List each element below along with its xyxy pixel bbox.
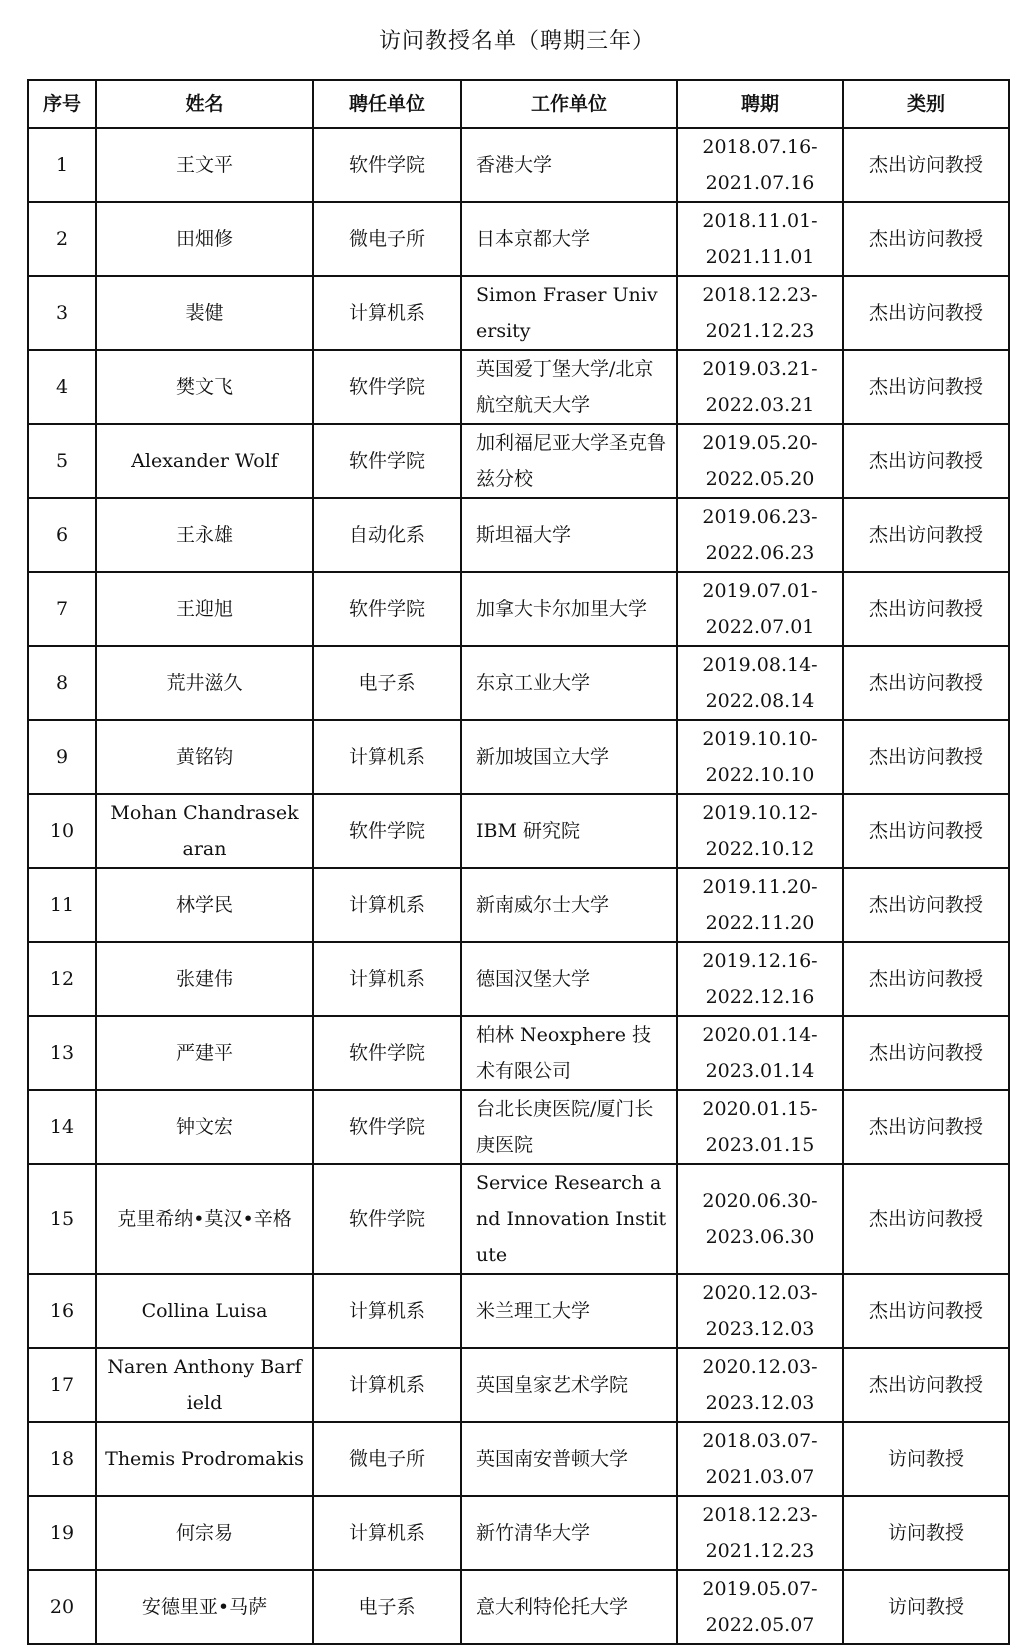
- cell-term: [677, 1496, 843, 1570]
- cell-category: 杰出访问教授: [843, 1164, 1009, 1274]
- cell-name: 张建伟: [96, 942, 313, 1016]
- term-start: 2019.05.07-: [702, 1578, 818, 1600]
- cell-name: 克里希纳•莫汉•辛格: [96, 1164, 313, 1274]
- cell-dept: 软件学院: [313, 1016, 461, 1090]
- cell-work: 英国南安普顿大学: [461, 1422, 677, 1496]
- cell-category: 杰出访问教授: [843, 202, 1009, 276]
- term-start: 2019.08.14-: [702, 654, 818, 676]
- cell-dept: 计算机系: [313, 720, 461, 794]
- term-end: 2022.05.07: [705, 1614, 815, 1636]
- cell-work: 新南威尔士大学: [461, 868, 677, 942]
- cell-term: [677, 942, 843, 1016]
- table-row: [28, 1274, 1009, 1348]
- term-end: 2022.10.12: [705, 838, 815, 860]
- cell-name: 王迎旭: [96, 572, 313, 646]
- cell-work: 斯坦福大学: [461, 498, 677, 572]
- header-name: 姓名: [96, 80, 313, 128]
- cell-work: 加利福尼亚大学圣克鲁兹分校: [461, 424, 677, 498]
- cell-dept: 计算机系: [313, 1348, 461, 1422]
- cell-category: 访问教授: [843, 1496, 1009, 1570]
- cell-work: 香港大学: [461, 128, 677, 202]
- term-end: 2022.12.16: [705, 986, 815, 1008]
- cell-seq: 1: [28, 128, 96, 202]
- table-row: [28, 1496, 1009, 1570]
- table-row: [28, 942, 1009, 1016]
- cell-seq: 19: [28, 1496, 96, 1570]
- table-row: [28, 498, 1009, 572]
- header-row: [28, 80, 1009, 128]
- cell-work: 意大利特伦托大学: [461, 1570, 677, 1644]
- cell-dept: 计算机系: [313, 868, 461, 942]
- table-row: [28, 424, 1009, 498]
- cell-name: 黄铭钧: [96, 720, 313, 794]
- cell-term: [677, 128, 843, 202]
- header-seq: 序号: [28, 80, 96, 128]
- cell-term: [677, 1274, 843, 1348]
- term-start: 2019.12.16-: [702, 950, 818, 972]
- term-end: 2021.03.07: [705, 1466, 815, 1488]
- term-end: 2023.01.15: [705, 1134, 815, 1156]
- term-start: 2020.01.14-: [702, 1024, 818, 1046]
- term-start: 2019.10.12-: [702, 802, 818, 824]
- cell-dept: 微电子所: [313, 1422, 461, 1496]
- term-end: 2021.07.16: [705, 172, 815, 194]
- cell-dept: 软件学院: [313, 424, 461, 498]
- cell-category: 杰出访问教授: [843, 1090, 1009, 1164]
- cell-name: Naren Anthony Barfield: [96, 1348, 313, 1422]
- cell-term: [677, 1016, 843, 1090]
- cell-dept: 软件学院: [313, 128, 461, 202]
- cell-category: 访问教授: [843, 1422, 1009, 1496]
- cell-seq: 7: [28, 572, 96, 646]
- cell-name: 何宗易: [96, 1496, 313, 1570]
- cell-category: 杰出访问教授: [843, 868, 1009, 942]
- cell-dept: 电子系: [313, 1570, 461, 1644]
- term-start: 2019.10.10-: [702, 728, 818, 750]
- cell-name: 田畑修: [96, 202, 313, 276]
- cell-category: 杰出访问教授: [843, 720, 1009, 794]
- cell-seq: 6: [28, 498, 96, 572]
- cell-term: [677, 794, 843, 868]
- cell-name: 王永雄: [96, 498, 313, 572]
- table-header: [28, 80, 1009, 128]
- term-end: 2021.12.23: [705, 320, 815, 342]
- term-start: 2019.05.20-: [702, 432, 818, 454]
- cell-category: 杰出访问教授: [843, 498, 1009, 572]
- table-row: [28, 276, 1009, 350]
- cell-dept: 计算机系: [313, 1496, 461, 1570]
- term-start: 2019.07.01-: [702, 580, 818, 602]
- cell-seq: 5: [28, 424, 96, 498]
- cell-category: 杰出访问教授: [843, 350, 1009, 424]
- cell-seq: 20: [28, 1570, 96, 1644]
- header-category: 类别: [843, 80, 1009, 128]
- cell-dept: 电子系: [313, 646, 461, 720]
- table-row: [28, 1348, 1009, 1422]
- term-start: 2020.01.15-: [702, 1098, 818, 1120]
- cell-term: [677, 1090, 843, 1164]
- cell-dept: 计算机系: [313, 942, 461, 1016]
- term-start: 2020.06.30-: [702, 1190, 818, 1212]
- cell-dept: 软件学院: [313, 572, 461, 646]
- cell-seq: 12: [28, 942, 96, 1016]
- cell-name: 荒井滋久: [96, 646, 313, 720]
- term-end: 2021.12.23: [705, 1540, 815, 1562]
- cell-seq: 10: [28, 794, 96, 868]
- cell-term: [677, 720, 843, 794]
- cell-term: [677, 424, 843, 498]
- term-end: 2023.12.03: [705, 1318, 815, 1340]
- table-row: [28, 1016, 1009, 1090]
- cell-category: 杰出访问教授: [843, 646, 1009, 720]
- document-title: 访问教授名单（聘期三年）: [378, 29, 655, 54]
- cell-dept: 软件学院: [313, 794, 461, 868]
- cell-category: 杰出访问教授: [843, 1016, 1009, 1090]
- cell-name: Collina Luisa: [96, 1274, 313, 1348]
- table-row: [28, 1570, 1009, 1644]
- cell-term: [677, 646, 843, 720]
- cell-seq: 3: [28, 276, 96, 350]
- cell-work: 新竹清华大学: [461, 1496, 677, 1570]
- cell-name: Mohan Chandrasekaran: [96, 794, 313, 868]
- term-end: 2023.06.30: [705, 1226, 815, 1248]
- term-start: 2018.07.16-: [702, 136, 818, 158]
- cell-term: [677, 572, 843, 646]
- term-start: 2018.12.23-: [702, 1504, 818, 1526]
- cell-dept: 软件学院: [313, 1090, 461, 1164]
- cell-term: [677, 1422, 843, 1496]
- table-row: [28, 646, 1009, 720]
- cell-term: [677, 350, 843, 424]
- cell-name: Alexander Wolf: [96, 424, 313, 498]
- term-start: 2020.12.03-: [702, 1356, 818, 1378]
- cell-work: Service Research and Innovation Institute: [461, 1164, 677, 1274]
- cell-work: 英国爱丁堡大学/北京航空航天大学: [461, 350, 677, 424]
- cell-work: IBM 研究院: [461, 794, 677, 868]
- cell-category: 杰出访问教授: [843, 572, 1009, 646]
- cell-name: 樊文飞: [96, 350, 313, 424]
- cell-work: 新加坡国立大学: [461, 720, 677, 794]
- cell-name: 钟文宏: [96, 1090, 313, 1164]
- cell-dept: 微电子所: [313, 202, 461, 276]
- cell-seq: 17: [28, 1348, 96, 1422]
- cell-term: [677, 1570, 843, 1644]
- cell-name: 林学民: [96, 868, 313, 942]
- cell-work: 加拿大卡尔加里大学: [461, 572, 677, 646]
- term-end: 2022.10.10: [705, 764, 815, 786]
- cell-category: 杰出访问教授: [843, 1274, 1009, 1348]
- cell-term: [677, 868, 843, 942]
- cell-seq: 18: [28, 1422, 96, 1496]
- cell-work: 东京工业大学: [461, 646, 677, 720]
- cell-work: 英国皇家艺术学院: [461, 1348, 677, 1422]
- header-term: 聘期: [677, 80, 843, 128]
- term-end: 2022.11.20: [705, 912, 815, 934]
- table-row: [28, 202, 1009, 276]
- cell-work: 日本京都大学: [461, 202, 677, 276]
- cell-seq: 11: [28, 868, 96, 942]
- table-row: [28, 1164, 1009, 1274]
- table-row: [28, 720, 1009, 794]
- cell-name: 裴健: [96, 276, 313, 350]
- term-start: 2018.03.07-: [702, 1430, 818, 1452]
- table-row: [28, 1422, 1009, 1496]
- cell-dept: 自动化系: [313, 498, 461, 572]
- cell-category: 访问教授: [843, 1570, 1009, 1644]
- cell-work: 台北长庚医院/厦门长庚医院: [461, 1090, 677, 1164]
- cell-work: 柏林 Neoxphere 技术有限公司: [461, 1016, 677, 1090]
- cell-term: [677, 498, 843, 572]
- cell-name: 王文平: [96, 128, 313, 202]
- cell-dept: 计算机系: [313, 1274, 461, 1348]
- cell-dept: 计算机系: [313, 276, 461, 350]
- table-body: [28, 128, 1009, 1644]
- cell-category: 杰出访问教授: [843, 942, 1009, 1016]
- cell-seq: 14: [28, 1090, 96, 1164]
- cell-work: 米兰理工大学: [461, 1274, 677, 1348]
- cell-dept: 软件学院: [313, 350, 461, 424]
- cell-seq: 16: [28, 1274, 96, 1348]
- cell-name: Themis Prodromakis: [96, 1422, 313, 1496]
- term-end: 2023.01.14: [705, 1060, 815, 1082]
- cell-name: 严建平: [96, 1016, 313, 1090]
- cell-term: [677, 1348, 843, 1422]
- cell-category: 杰出访问教授: [843, 128, 1009, 202]
- cell-name: 安德里亚•马萨: [96, 1570, 313, 1644]
- table-row: [28, 794, 1009, 868]
- table-row: [28, 572, 1009, 646]
- term-end: 2021.11.01: [705, 246, 815, 268]
- term-end: 2022.07.01: [705, 616, 815, 638]
- term-end: 2022.03.21: [705, 394, 815, 416]
- cell-term: [677, 276, 843, 350]
- term-end: 2022.05.20: [705, 468, 815, 490]
- term-start: 2018.12.23-: [702, 284, 818, 306]
- cell-category: 杰出访问教授: [843, 424, 1009, 498]
- cell-seq: 2: [28, 202, 96, 276]
- cell-term: [677, 1164, 843, 1274]
- term-end: 2023.12.03: [705, 1392, 815, 1414]
- cell-seq: 4: [28, 350, 96, 424]
- cell-work: 德国汉堡大学: [461, 942, 677, 1016]
- cell-seq: 9: [28, 720, 96, 794]
- term-start: 2020.12.03-: [702, 1282, 818, 1304]
- term-start: 2019.06.23-: [702, 506, 818, 528]
- cell-dept: 软件学院: [313, 1164, 461, 1274]
- cell-seq: 13: [28, 1016, 96, 1090]
- header-work: 工作单位: [461, 80, 677, 128]
- visiting-professor-table: [27, 79, 1010, 1645]
- header-dept: 聘任单位: [313, 80, 461, 128]
- term-end: 2022.08.14: [705, 690, 815, 712]
- table-row: [28, 128, 1009, 202]
- cell-work: Simon Fraser University: [461, 276, 677, 350]
- term-start: 2019.11.20-: [702, 876, 818, 898]
- cell-seq: 15: [28, 1164, 96, 1274]
- table-row: [28, 1090, 1009, 1164]
- cell-category: 杰出访问教授: [843, 794, 1009, 868]
- term-end: 2022.06.23: [705, 542, 815, 564]
- cell-category: 杰出访问教授: [843, 276, 1009, 350]
- term-start: 2019.03.21-: [702, 358, 818, 380]
- cell-category: 杰出访问教授: [843, 1348, 1009, 1422]
- cell-term: [677, 202, 843, 276]
- table-row: [28, 350, 1009, 424]
- term-start: 2018.11.01-: [702, 210, 818, 232]
- table-row: [28, 868, 1009, 942]
- cell-seq: 8: [28, 646, 96, 720]
